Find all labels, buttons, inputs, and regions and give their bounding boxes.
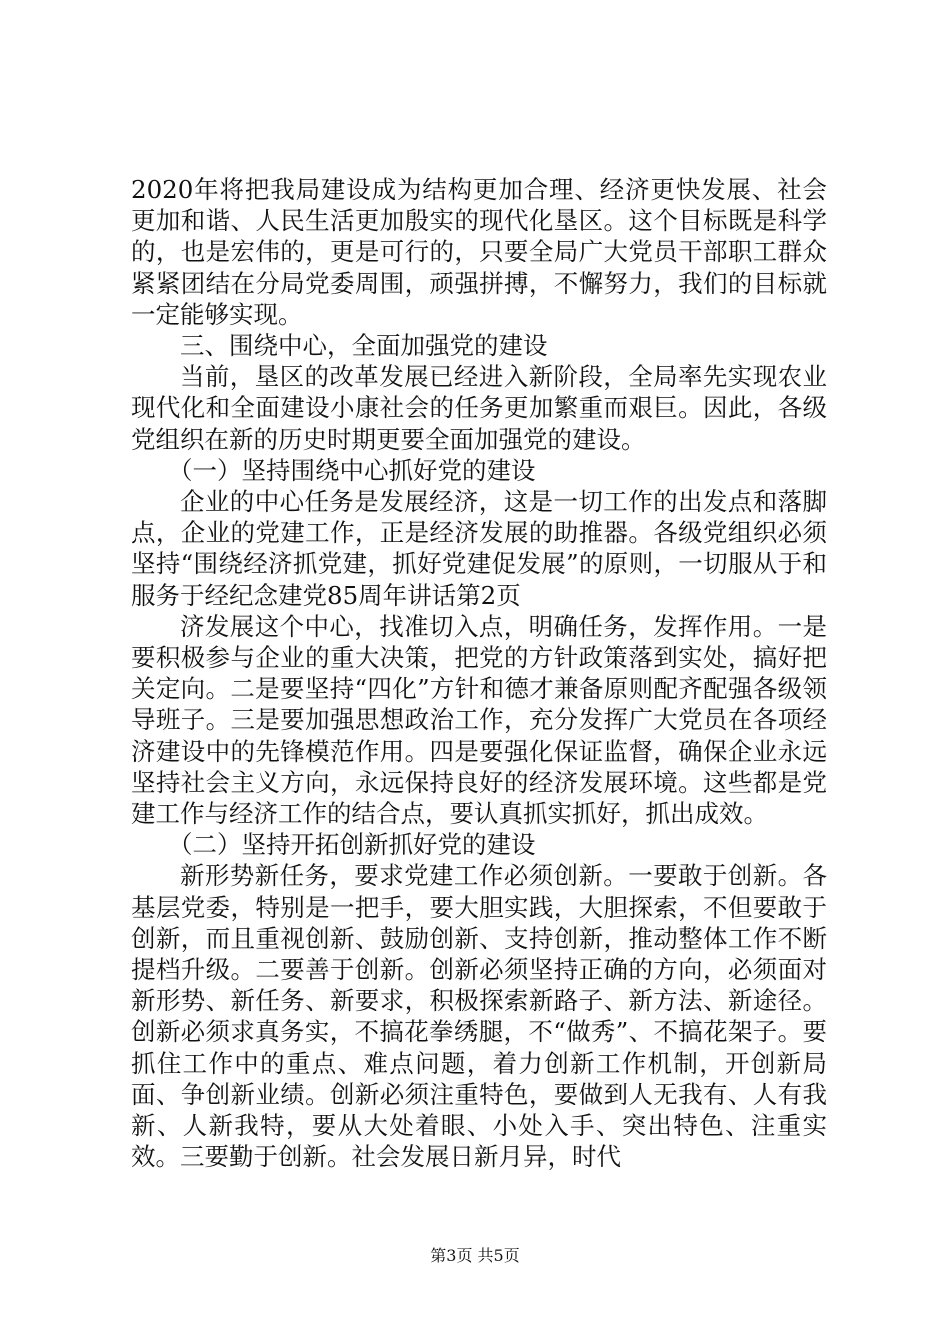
paragraph-innovation: 新形势新任务，要求党建工作必须创新。一要敢于创新。各基层党委，特别是一把手，要大胆实践，大胆探索，不但要敢于创新，而且重视创新、鼓励创新、支持创新，推动整体工作不断提档升级。二要善于创新。创新必须坚持正确的方向，必须面对新形势、新任务、新要求，积极探索新路子、新方法、新途径。创新必须求真务实，不搞花拳绣腿，不“做秀”、不搞花架子。要抓住工作中的重点、难点问题，着力创新工作机制，开创新局面、争创新业绩。创新必须注重特色，要做到人无我有、人有我新、人新我特，要从大处着眼、小处入手、突出特色、注重实效。三要勤于创新。社会发展日新月异，时代 (131, 861, 827, 1172)
page-number-footer: 第3页 共5页 (430, 1246, 520, 1265)
paragraph-goal-2020: 2020年将把我局建设成为结构更加合理、经济更快发展、社会更加和谐、人民生活更加殷实的现代化垦区。这个目标既是科学的，也是宏伟的，更是可行的，只要全局广大党员干部职工群众紧紧团结在分局党委周围，顽强拼搏，不懈努力，我们的目标就一定能够实现。 (131, 175, 827, 329)
paragraph-central-task: 企业的中心任务是发展经济，这是一切工作的出发点和落脚点，企业的党建工作，正是经济发展的助推器。各级党组织必须坚持“围绕经济抓党建，抓好党建促发展”的原则，一切服从于和服务于经纪念建党85周年讲话第2页 (131, 487, 827, 610)
paragraph-current-stage: 当前，垦区的改革发展已经进入新阶段，全局率先实现农业现代化和全面建设小康社会的任务更加繁重而艰巨。因此，各级党组织在新的历史时期更要全面加强党的建设。 (131, 362, 827, 454)
subsection-heading-2: （二）坚持开拓创新抓好党的建设 (168, 830, 536, 860)
subsection-heading-1: （一）坚持围绕中心抓好党的建设 (168, 455, 536, 485)
paragraph-economic-center: 济发展这个中心，找准切入点，明确任务，发挥作用。一是要积极参与企业的重大决策，把党的方针政策落到实处，搞好把关定向。二是要坚持“四化”方针和德才兼备原则配齐配强各级领导班子。三是要加强思想政治工作，充分发挥广大党员在各项经济建设中的先锋模范作用。四是要强化保证监督，确保企业永远坚持社会主义方向，永远保持良好的经济发展环境。这些都是党建工作与经济工作的结合点，要认真抓实抓好，抓出成效。 (131, 611, 827, 829)
section-heading-3: 三、围绕中心，全面加强党的建设 (180, 331, 548, 361)
document-body (131, 174, 827, 1173)
